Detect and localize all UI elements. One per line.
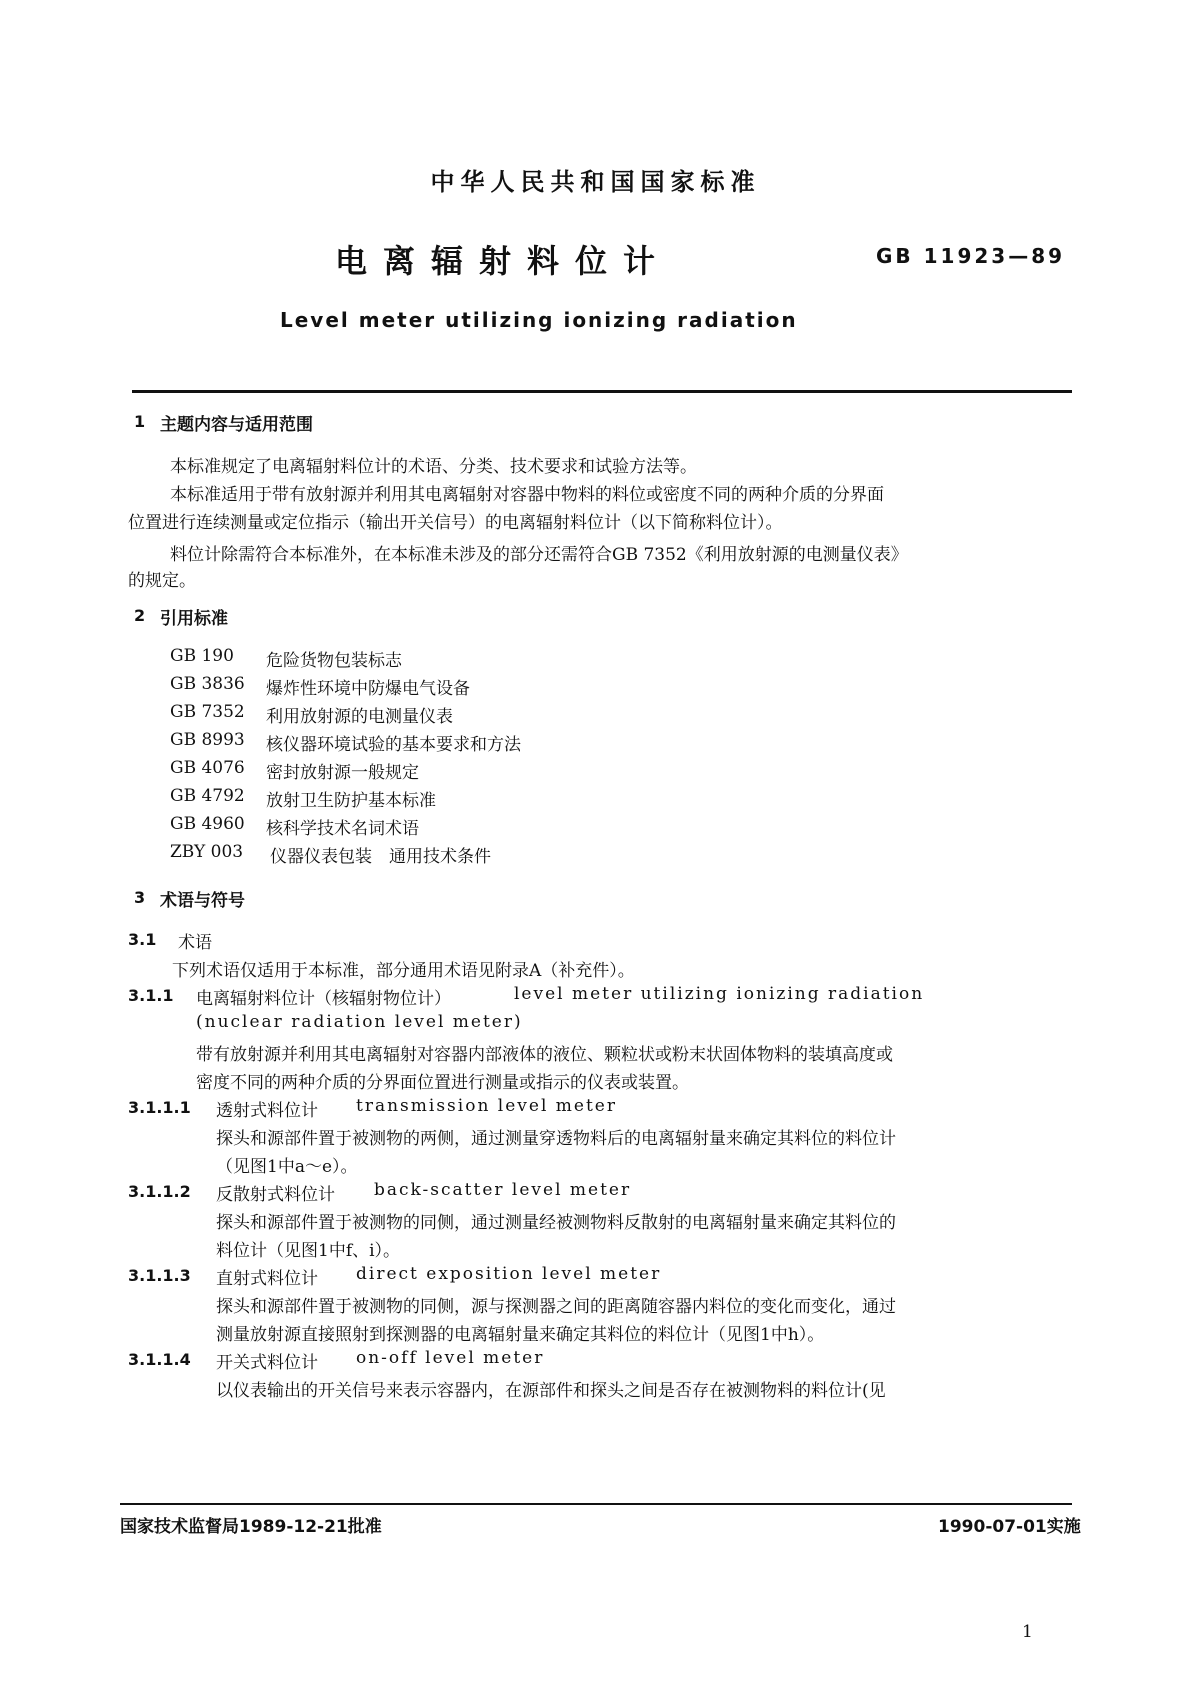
- section-2-number: 2: [134, 606, 146, 625]
- clause-3-1-1-3-definition: 探头和源部件置于被测物的同侧，源与探测器之间的距离随容器内料位的变化而变化，通过: [216, 1297, 896, 1317]
- effective-date: 1990-07-01实施: [938, 1517, 1081, 1537]
- section-1-heading: 主题内容与适用范围: [160, 415, 313, 435]
- clause-3-1-1-2-term: 反散射式料位计: [216, 1185, 335, 1205]
- header-rule: [132, 390, 1072, 393]
- section-1-paragraph: 本标准规定了电离辐射料位计的术语、分类、技术要求和试验方法等。: [170, 457, 697, 477]
- clause-3-1-1-definition: 密度不同的两种介质的分界面位置进行测量或指示的仪表或装置。: [196, 1073, 689, 1093]
- reference-title: 密封放射源一般规定: [266, 763, 419, 783]
- national-standard-heading: 中华人民共和国国家标准: [430, 168, 761, 196]
- approval-date: 国家技术监督局1989-12-21批准: [120, 1517, 382, 1537]
- clause-3-1-1-english: (nuclear radiation level meter): [196, 1012, 523, 1032]
- clause-3-1-1-3-english: direct exposition level meter: [356, 1264, 662, 1284]
- clause-3-1-1-2-english: back-scatter level meter: [374, 1180, 632, 1200]
- reference-code: GB 4792: [170, 786, 245, 806]
- document-title: 电离辐射料位计: [335, 242, 672, 280]
- section-2-heading: 引用标准: [160, 609, 228, 629]
- reference-code: ZBY 003: [170, 842, 244, 862]
- clause-3-1-1-1-definition: （见图1中a～e）。: [216, 1157, 358, 1177]
- section-1-paragraph: 位置进行连续测量或定位指示（输出开关信号）的电离辐射料位计（以下简称料位计）。: [128, 513, 783, 533]
- reference-title: 核仪器环境试验的基本要求和方法: [266, 735, 521, 755]
- clause-3-1-1-1-number: 3.1.1.1: [128, 1098, 191, 1117]
- page-number: 1: [1022, 1622, 1033, 1642]
- reference-code: GB 7352: [170, 702, 245, 722]
- clause-3-1-number: 3.1: [128, 930, 157, 949]
- reference-code: GB 190: [170, 646, 234, 666]
- reference-code: GB 4960: [170, 814, 245, 834]
- clause-3-1-1-2-number: 3.1.1.2: [128, 1182, 191, 1201]
- reference-title: 利用放射源的电测量仪表: [266, 707, 453, 727]
- clause-3-1-1-1-definition: 探头和源部件置于被测物的两侧，通过测量穿透物料后的电离辐射量来确定其料位的料位计: [216, 1129, 896, 1149]
- clause-3-1-1-3-number: 3.1.1.3: [128, 1266, 191, 1285]
- clause-3-1-1-2-definition: 料位计（见图1中f、i）。: [216, 1241, 401, 1261]
- reference-title: 爆炸性环境中防爆电气设备: [266, 679, 470, 699]
- clause-3-1-1-english: level meter utilizing ionizing radiation: [514, 984, 925, 1004]
- reference-title: 核科学技术名词术语: [266, 819, 419, 839]
- section-3-number: 3: [134, 888, 146, 907]
- clause-3-1-1-3-term: 直射式料位计: [216, 1269, 318, 1289]
- clause-3-1-1-4-english: on-off level meter: [356, 1348, 545, 1368]
- clause-3-1-1-4-term: 开关式料位计: [216, 1353, 318, 1373]
- clause-3-1-1-2-definition: 探头和源部件置于被测物的同侧，通过测量经被测物料反散射的电离辐射量来确定其料位的: [216, 1213, 896, 1233]
- reference-title: 仪器仪表包装 通用技术条件: [270, 847, 491, 867]
- reference-code: GB 4076: [170, 758, 245, 778]
- section-1-paragraph: 的规定。: [128, 571, 196, 591]
- reference-code: GB 8993: [170, 730, 245, 750]
- clause-3-1-1-number: 3.1.1: [128, 986, 174, 1005]
- clause-3-1-1-term: 电离辐射料位计（核辐射物位计）: [196, 989, 451, 1009]
- section-3-heading: 术语与符号: [160, 891, 245, 911]
- clause-3-1-1-1-english: transmission level meter: [356, 1096, 617, 1116]
- reference-title: 放射卫生防护基本标准: [266, 791, 436, 811]
- clause-3-1-1-4-definition: 以仪表输出的开关信号来表示容器内，在源部件和探头之间是否存在被测物料的料位计(见: [216, 1381, 886, 1401]
- clause-3-1-title: 术语: [178, 933, 212, 953]
- clause-3-1-intro: 下列术语仅适用于本标准，部分通用术语见附录A（补充件）。: [172, 961, 635, 981]
- section-1-paragraph: 本标准适用于带有放射源并利用其电离辐射对容器中物料的料位或密度不同的两种介质的分界面: [170, 485, 884, 505]
- english-title: Level meter utilizing ionizing radiation: [280, 308, 798, 332]
- clause-3-1-1-4-number: 3.1.1.4: [128, 1350, 191, 1369]
- reference-title: 危险货物包装标志: [266, 651, 402, 671]
- clause-3-1-1-definition: 带有放射源并利用其电离辐射对容器内部液体的液位、颗粒状或粉末状固体物料的装填高度或: [196, 1045, 893, 1065]
- standard-number: GB 11923—89: [876, 244, 1066, 268]
- section-1-number: 1: [134, 412, 146, 431]
- reference-code: GB 3836: [170, 674, 245, 694]
- section-1-paragraph: 料位计除需符合本标准外，在本标准未涉及的部分还需符合GB 7352《利用放射源的电测量仪表》: [170, 545, 908, 565]
- footer-rule: [120, 1503, 1072, 1505]
- clause-3-1-1-1-term: 透射式料位计: [216, 1101, 318, 1121]
- clause-3-1-1-3-definition: 测量放射源直接照射到探测器的电离辐射量来确定其料位的料位计（见图1中h）。: [216, 1325, 825, 1345]
